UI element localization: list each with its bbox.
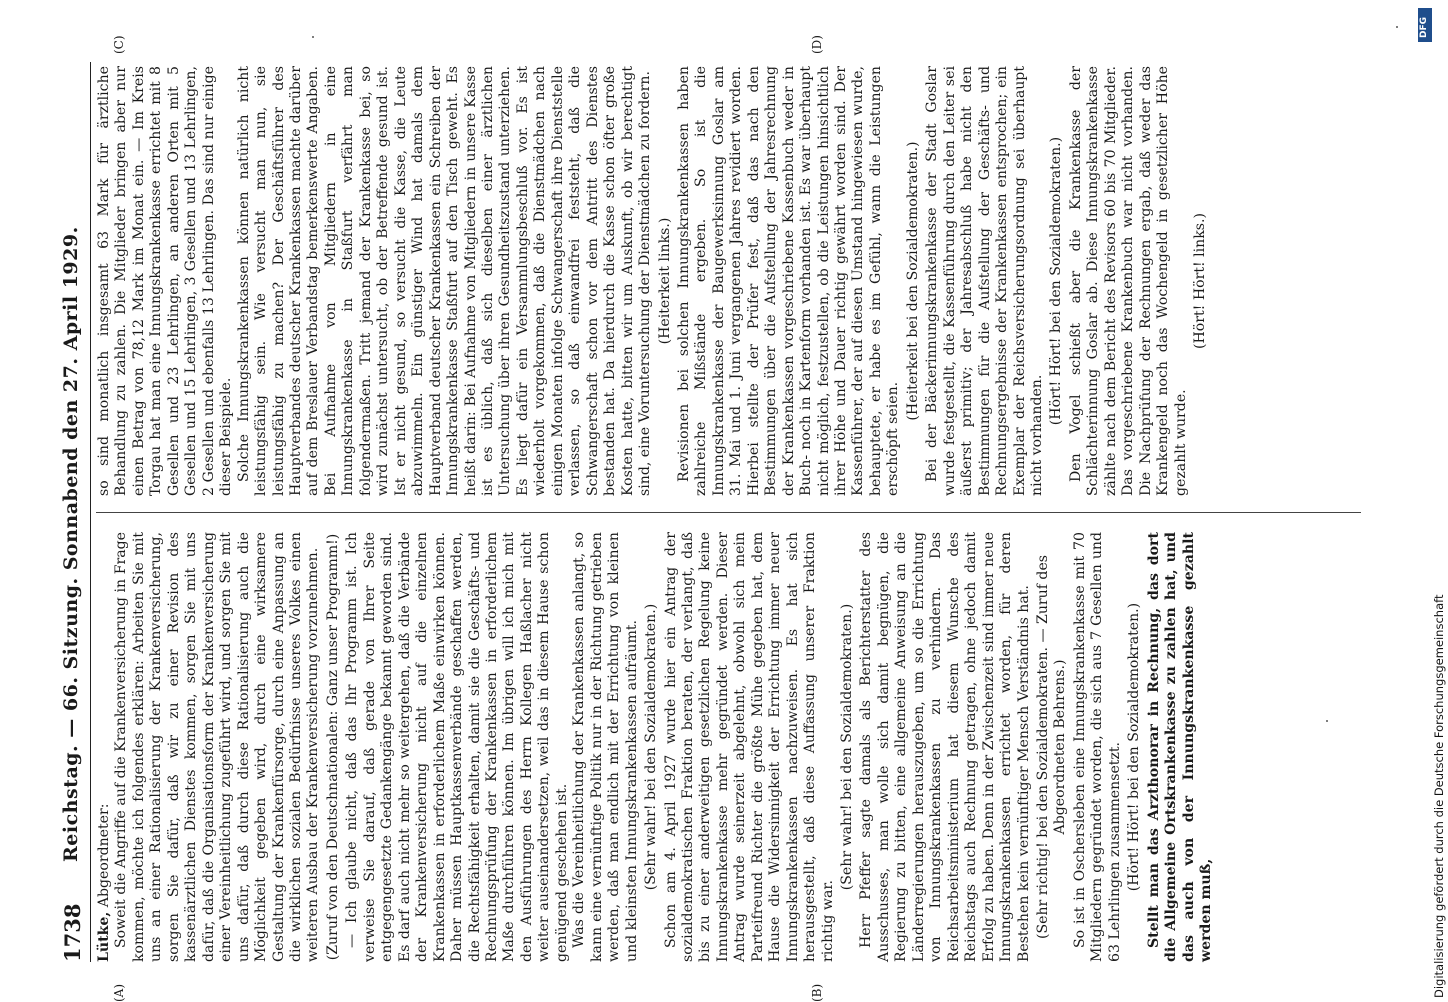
paragraph: Herr Pfeffer sagte damals als Berichterstatter des Ausschusses, man wolle sich damit begnügen, die Regierung zu bitten, eine allgemeine Anweisung an die Länderregierungen herauszugeben, um so die Errichtung von Innungskrankenkassen zu verhindern. Das Reichsarbeitsministerium hat diesem Wunsche des Reichstags auch Rechnung getragen, ohne jedoch damit Erfolg zu haben. Denn in der Zwischenzeit sind immer neue Innungskrankenkassen errichtet worden, für deren Bestehen kein vernünftiger Mensch Verständnis hat.	[858, 532, 1032, 962]
paragraph: Den Vogel schießt aber die Krankenkasse der Schlächterinnung Goslar ab. Diese Innungskrankenkasse zählte nach dem Bericht des Revisors 60 bis 70 Mitglieder. Das vorgeschriebene Krankenbuch war nicht vorhanden. Die Nachprüfung der Rechnungen ergab, daß weder das Krankengeld noch das Wochengeld in gesetzlicher Höhe gezahlt wurde.	[1067, 66, 1189, 496]
column-divider	[96, 512, 1361, 513]
paragraph: so sind monatlich insgesamt 63 Mark für ärztliche Behandlung zu zahlen. Die Mitglieder bringen aber nur einen Betrag von 78,12 Mark im Monat ein. — Im Kreis Torgau hat man eine Innungskrankenkasse errichtet mit 8 Gesellen und 23 Lehrlingen, an anderen Orten mit 5 Gesellen und 15 Lehrlingen, 3 Gesellen und 13 Lehrlingen, 2 Gesellen und ebenfalls 13 Lehrlingen. Das sind nur einige dieser Beispiele.	[96, 66, 235, 496]
page-number: 1738	[60, 903, 85, 962]
interjection: (Hört! Hört! bei den Sozialdemokraten.)	[1048, 136, 1065, 426]
margin-marker-b: (B)	[810, 983, 824, 1002]
speaker-role: Abgeordneter:	[96, 803, 112, 912]
rotated-document-page	[50, 35, 1370, 1002]
paragraph: Schon am 4. April 1927 wurde hier ein Antrag der sozialdemokratischen Fraktion beraten, der verlangt, daß bis zu einer anderweitigen gesetzlichen Regelung keine Innungskrankenkasse mehr gegründet werden. Dieser Antrag wurde seinerzeit abgelehnt, obwohl sich mein Parteifreund Richter die größte Mühe gegeben hat, dem Hause die Widersinnigkeit der Errichtung immer neuer Innungskrankenkassen nachzuweisen. Es hat sich herausgestellt, daß diese Auffassung unserer Fraktion richtig war.	[662, 532, 836, 962]
paragraph: Revisionen bei solchen Innungskrankenkassen haben zahlreiche Mißstände ergeben. So ist die Innungskrankenkasse der Baugewerksinnung Goslar am 31. Mai und 1. Juni vergangenen Jahres revidiert worden. Hierbei stellte der Prüfer fest, daß das nach den Bestimmungen über die Aufstellung der Jahresrechnung der Krankenkassen vorgeschriebene Kassenbuch weder in Buch- noch in Kartenform vorhanden ist. Es war überhaupt nicht möglich, festzustellen, ob die Leistungen hinsichtlich ihrer Höhe und Dauer richtig gewährt worden sind. Der Kassenführer, der auf diesen Umstand hingewiesen wurde, behauptete, er habe es im Gefühl, wann die Leistungen erschöpft seien.	[675, 66, 902, 496]
dfg-logo-icon	[1418, 8, 1432, 42]
scan-speck	[312, 36, 314, 38]
interjection: (Heiterkeit bei den Sozialdemokraten.)	[904, 141, 921, 421]
paragraph: Was die Vereinheitlichung der Krankenkassen anlangt, so kann eine vernünftige Politik nur in der Richtung getrieben werden, daß man endlich mit der Errichtung von kleinen und kleinsten Innungskrankenkassen aufräumt.	[571, 532, 640, 962]
right-column	[96, 66, 1361, 496]
interjection: (Sehr richtig! bei den Sozialdemokraten. — Zuruf des Abgeordneten Behrens.)	[1035, 554, 1069, 940]
digitization-credit: Digitalisierung gefördert durch die Deutsche Forschungsgemeinschaft	[1432, 594, 1446, 998]
speaker-paragraph	[96, 532, 113, 962]
interjection: (Heiterkeit links.)	[656, 217, 673, 345]
margin-marker-d: (D)	[810, 35, 824, 54]
margin-marker-a: (A)	[112, 983, 126, 1002]
session-line: Reichstag. — 66. Sitzung. Sonnabend den 27. April 1929.	[60, 226, 82, 862]
interjection: (Zuruf von den Deutschnationalen: Ganz unser Programm!)	[324, 533, 341, 961]
page-header	[50, 62, 91, 962]
paragraph: Bei der Bäckerinnungskrankenkasse der Stadt Goslar wurde festgestellt, die Kassenführung durch den Leiter sei äußerst primitiv; der Jahresabschluß habe nicht den Bestimmungen für die Aufstellung der Geschäfts- und Rechnungsergebnisse der Krankenkassen entsprochen; ein Exemplar der Reichsversicherungsordnung sei überhaupt nicht vorhanden.	[924, 66, 1046, 496]
scan-speck	[1396, 26, 1398, 28]
paragraph: So ist in Oschersleben eine Innungskrankenkasse mit 70 Mitgliedern gegründet worden, die sich aus 7 Gesellen und 63 Lehrlingen zusammensetzt.	[1071, 532, 1123, 962]
left-column	[96, 532, 1361, 962]
margin-marker-c: (C)	[112, 35, 126, 54]
interjection: (Sehr wahr! bei den Sozialdemokraten.)	[643, 603, 660, 891]
dfg-logo-text: DFG	[1419, 16, 1429, 38]
paragraph: Stellt man das Arzthonorar in Rechnung, das dort die Allgemeine Ortskrankenkasse zu zahlen hat, und das auch von der Innungskrankenkasse gezahlt werden muß,	[1145, 532, 1215, 962]
paragraph: Soweit die Angriffe auf die Krankenversicherung in Frage kommen, möchte ich folgendes erklären: Arbeiten Sie mit uns an einer Rationalisierung der Krankenversicherung, sorgen Sie dafür, daß wir zu einer Revision des kassenärztlichen Dienstes kommen, sorgen Sie mit uns dafür, daß die Organisationsform der Krankenversicherung einer Vereinheitlichung zugeführt wird, und sorgen Sie mit uns dafür, daß durch diese Rationalisierung auch die Möglichkeit gegeben wird, durch eine wirksamere Gestaltung der Krankenfürsorge, durch eine Anpassung an die wirklichen sozialen Bedürfnisse unseres Volkes einen weiteren Ausbau der Krankenversicherung vorzunehmen.	[113, 532, 322, 962]
interjection: (Hört! Hört! links.)	[1192, 213, 1209, 349]
interjection: (Hört! Hört! bei den Sozialdemokraten.)	[1126, 602, 1143, 892]
paragraph: — Ich glaube nicht, daß das Ihr Programm ist. Ich verweise Sie darauf, daß gerade von Ihrer Seite entgegengesetzte Gedankengänge bekannt geworden sind. Es darf auch nicht mehr so weitergehen, daß die Verbände der Krankenversicherung nicht auf die einzelnen Krankenkassen in erforderlichem Maße einwirken können. Daher müssen Hauptkassenverbände geschaffen werden, die Rechtsfähigkeit erhalten, damit sie die Geschäfts- und Rechnungsprüfung der Krankenkassen in erforderlichem Maße durchführen können. Im übrigen will ich mich mit den Ausführungen des Herrn Kollegen Haßlacher nicht weiter auseinandersetzen, weil das in diesem Hause schon genügend geschehen ist.	[344, 532, 570, 962]
scan-speck	[1326, 720, 1328, 722]
paragraph: Solche Innungskrankenkassen können natürlich nicht leistungsfähig sein. Wie versucht man nun, sie leistungsfähig zu machen? Der Geschäftsführer des Hauptverbandes deutscher Krankenkassen machte darüber auf dem Breslauer Verbandstag bemerkenswerte Angaben. Bei Aufnahme von Mitgliedern in eine Innungskrankenkasse in Staßfurt verfährt man folgendermaßen. Tritt jemand der Krankenkasse bei, so wird zunächst untersucht, ob der Betreffende gesund ist. Ist er nicht gesund, so versucht die Kasse, die Leute abzuwimmeln. Ein günstiger Wind hat damals dem Hauptverband deutscher Krankenkassen ein Schreiben der Innungskrankenkasse Staßfurt auf den Tisch geweht. Es heißt darin: Bei Aufnahme von Mitgliedern in unsere Kasse ist es üblich, daß sich dieselben einer ärztlichen Untersuchung über ihren Gesundheitszustand unterziehen. Es liegt dafür ein Versammlungsbeschluß vor. Es ist wiederholt vorgekommen, daß die Dienstmädchen nach einigen Monaten infolge Schwangerschaft ihre Dienststelle verlassen, so daß einwandfrei feststeht, daß die Schwangerschaft schon vor dem Antritt des Dienstes bestanden hat. Da hierdurch die Kasse schon öfter große Kosten hatte, bitten wir um Auskunft, ob wir berechtigt sind, eine Voruntersuchung der Dienstmädchen zu fordern.	[235, 66, 654, 496]
interjection: (Sehr wahr! bei den Sozialdemokraten.)	[839, 603, 856, 891]
speaker-name: Lütke,	[96, 911, 112, 962]
